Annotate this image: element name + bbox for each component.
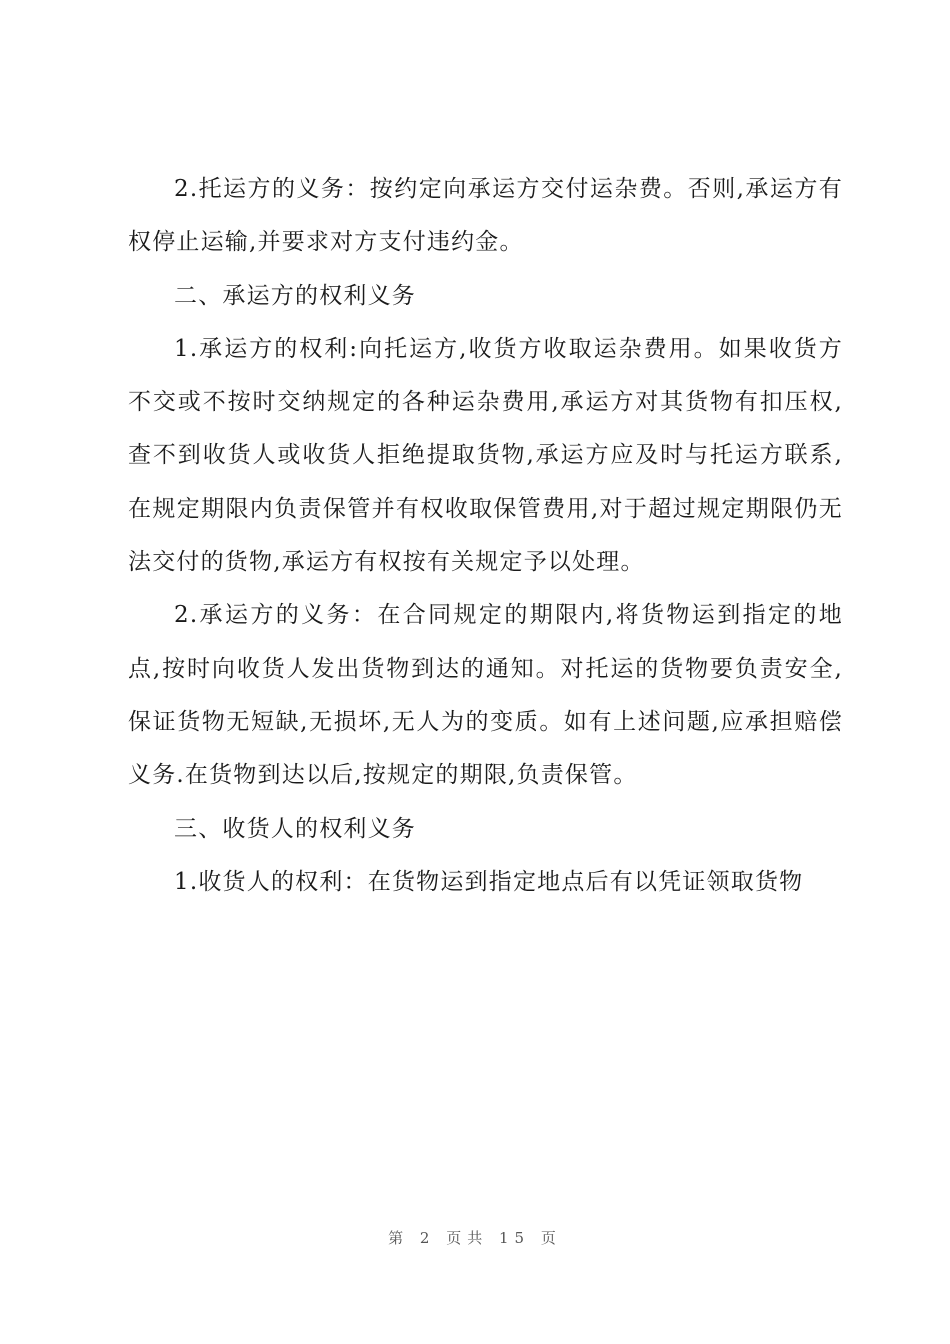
paragraph-consignee-rights: 1.收货人的权利：在货物运到指定地点后有以凭证领取货物 xyxy=(174,868,804,895)
paragraph-carrier-rights: 1.承运方的权利:向托运方,收货方收取运杂费用。如果收货方不交或不按时交纳规定的各种运杂费用,承运方对其货物有扣压权,查不到收货人或收货人拒绝提取货物,承运方应及时与托运方联系,在规定期限内负责保管并有权收取保管费用,对于超过规定期限仍无法交付的货物,承运方有权按有关规定予以处理。 xyxy=(128,335,843,576)
paragraph-carrier-obligation: 2.承运方的义务：在合同规定的期限内,将货物运到指定的地点,按时向收货人发出货物到达的通知。对托运的货物要负责安全,保证货物无短缺,无损坏,无人为的变质。如有上述问题,应承担赔偿义务.在货物到达以后,按规定的期限,负责保管。 xyxy=(128,602,843,789)
document-body xyxy=(128,163,843,909)
section-heading-consignee: 三、收货人的权利义务 xyxy=(174,815,416,842)
page-number-footer: 第 2 页共 15 页 xyxy=(388,1229,562,1247)
paragraph-shipper-obligation: 2.托运方的义务：按约定向承运方交付运杂费。否则,承运方有权停止运输,并要求对方支付违约金。 xyxy=(128,176,843,256)
section-heading-carrier: 二、承运方的权利义务 xyxy=(174,282,416,309)
